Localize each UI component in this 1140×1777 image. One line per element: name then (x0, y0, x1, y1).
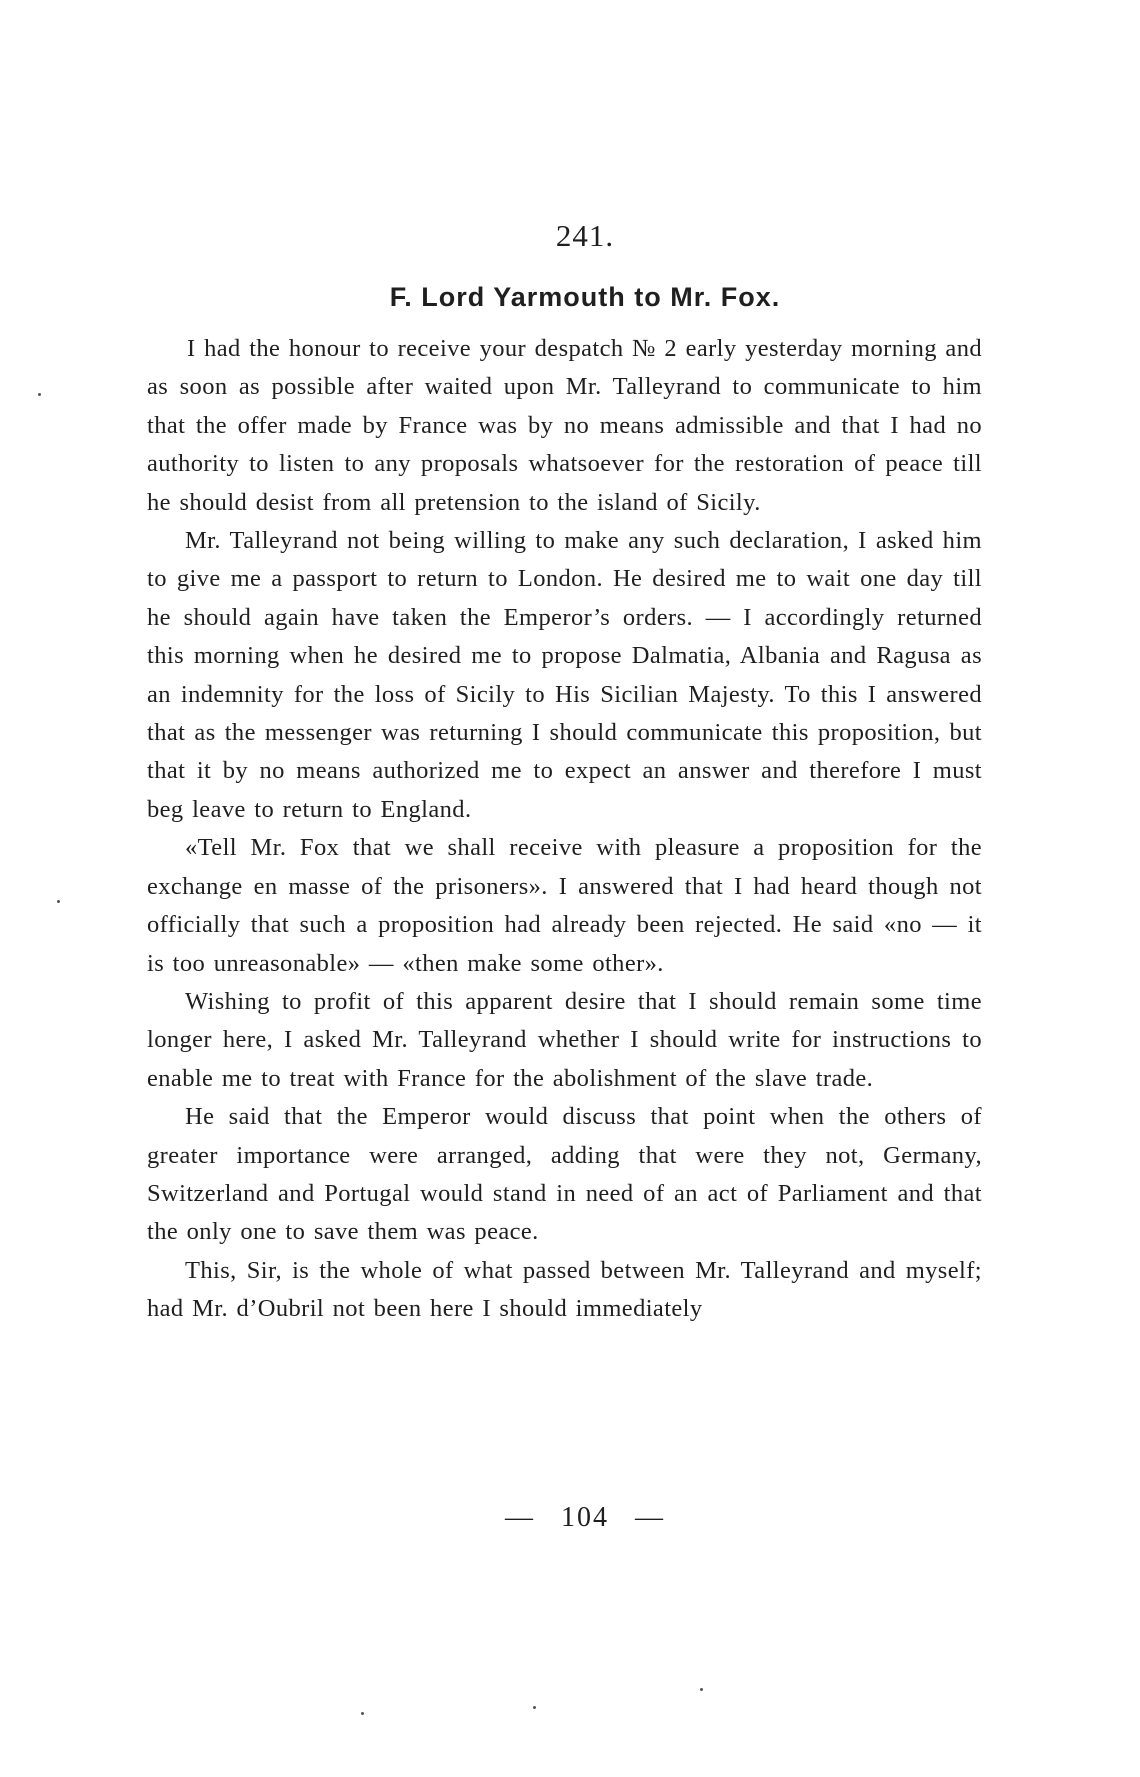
paragraph: «Tell Mr. Fox that we shall receive with pleasure a proposition for the exchange en masse of the prisoners». I answered that I had heard though not officially that such a proposition had already been rejected. He said «no — it is too unreasonable» — «then make some other». (147, 834, 982, 977)
document-body (147, 330, 982, 1329)
footer-dash-left: — (505, 1502, 535, 1533)
scan-speck (38, 393, 41, 396)
document-number: 241. (555, 218, 615, 253)
footer-dash-right: — (635, 1502, 665, 1533)
document-title: F. Lord Yarmouth to Mr. Fox. (389, 282, 781, 312)
paragraph: Wishing to profit of this apparent desire that I should remain some time longer here, I asked Mr. Talleyrand whether I should write for instructions to enable me to treat with France for the abolishment of the slave trade. (147, 987, 982, 1092)
paragraph: I had the honour to receive your despatch № 2 early yesterday morning and as soon as possible after waited upon Mr. Talleyrand to communicate to him that the offer made by France was by no means admissible and that I had no authority to listen to any proposals whatsoever for the restoration of peace till he should desist from all pretension to the island of Sicily. (147, 335, 982, 516)
scan-speck (57, 900, 60, 903)
paragraph: Mr. Talleyrand not being willing to make any such declaration, I asked him to give me a passport to return to London. He desired me to wait one day till he should again have taken the Emperor’s orders. — I accordingly returned this morning when he desired me to propose Dalmatia, Albania and Ragusa as an indemnity for the loss of Sicily to His Sicilian Majesty. To this I answered that as the messenger was returning I should communicate this proposition, but that it by no means authorized me to expect an answer and therefore I must beg leave to return to England. (147, 527, 982, 823)
page-footer (0, 1502, 1140, 1534)
scan-speck (361, 1712, 364, 1715)
paragraph: He said that the Emperor would discuss that point when the others of greater importance were arranged, adding that were they not, Germany, Switzerland and Portugal would stand in need of an act of Parliament and that the only one to save them was peace. (147, 1103, 982, 1246)
paragraph: This, Sir, is the whole of what passed between Mr. Talleyrand and myself; had Mr. d’Oubril not been here I should immediately (147, 1256, 982, 1323)
scan-speck (533, 1706, 536, 1709)
scan-speck (700, 1688, 703, 1691)
page-number: 104 (561, 1502, 609, 1533)
